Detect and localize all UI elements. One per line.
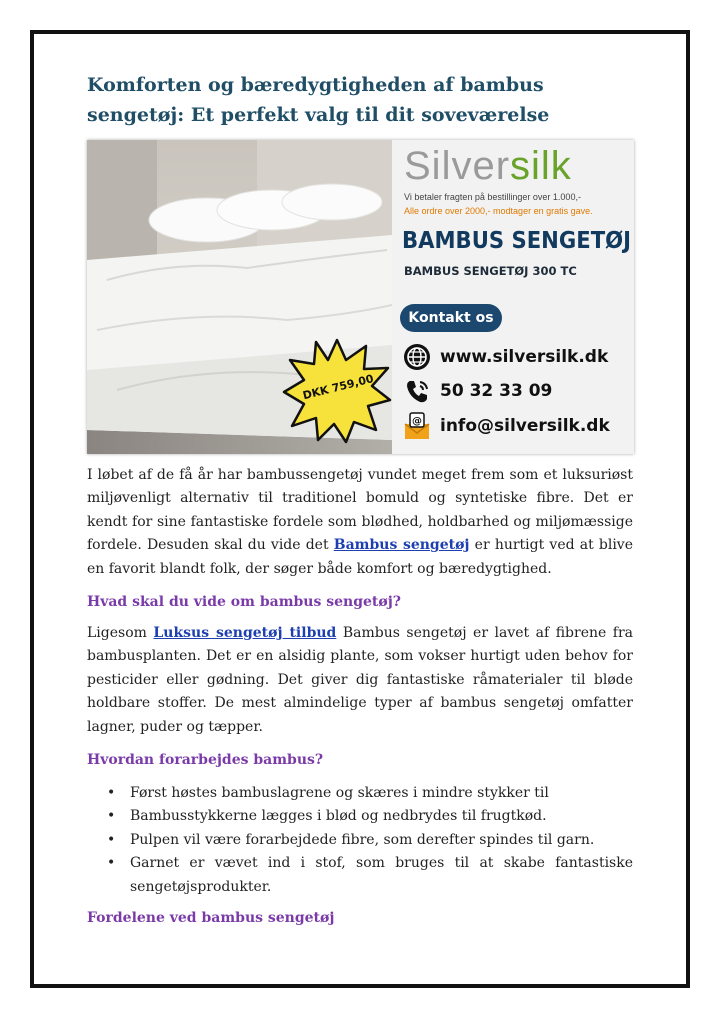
ad-subheading: BAMBUS SENGETØJ 300 TC: [404, 264, 577, 278]
section-heading-what-to-know: Hvad skal du vide om bambus sengetøj?: [87, 594, 401, 611]
price-label: DKK 759,00: [301, 372, 375, 403]
svg-text:@: @: [412, 416, 422, 427]
email-row[interactable]: [402, 411, 610, 441]
phone-row[interactable]: [402, 376, 552, 406]
contact-button[interactable]: Kontakt os: [400, 304, 502, 332]
brand-logo: Silversilk: [404, 144, 572, 188]
shipping-note: Vi betaler fragten på bestillinger over 1.000,-: [404, 192, 581, 202]
gift-note: Alle ordre over 2000,- modtager en gratis gave.: [404, 206, 593, 216]
phone-icon: [402, 376, 432, 406]
intro-paragraph: I løbet af de få år har bambussengetøj vundet meget frem som et luksuriøst miljøvenligt alternativ til traditionel bomuld og syntetiske fibre. Det er kendt for sine fantastiske fordele som blødhed, holdbarhed og miljømæssige fordele. Desuden skal du vide det Bambus sengetøj er hurtigt ved at blive en favorit blandt folk, der søger både komfort og bæredygtighed.: [87, 467, 633, 577]
globe-icon: [402, 342, 432, 372]
section-heading-benefits: Fordelene ved bambus sengetøj: [87, 910, 335, 927]
website-row[interactable]: [402, 342, 608, 372]
luksus-sengetoej-link[interactable]: Luksus sengetøj tilbud: [153, 625, 337, 642]
bambus-sengetoej-link[interactable]: Bambus sengetøj: [333, 537, 470, 554]
article-body: [87, 464, 633, 930]
ad-panel: [392, 140, 634, 454]
phone-text: 50 32 33 09: [440, 381, 553, 401]
website-text: www.silversilk.dk: [440, 347, 609, 367]
email-icon: [402, 411, 432, 441]
section1-paragraph: Ligesom Luksus sengetøj tilbud Bambus sengetøj er lavet af fibrene fra bambusplanten. Det er en alsidig plante, som vokser hurtigt uden behov for pesticider eller gødning. Det giver dig fantastiske råmaterialer til bløde holdbare stoffer. De mest almindelige typer af bambus sengetøj omfatter lagner, puder og tæpper.: [87, 625, 633, 735]
list-item: • Først høstes bambuslagrene og skæres i mindre stykker til: [87, 782, 633, 805]
list-item: • Bambusstykkerne lægges i blød og nedbrydes til frugtkød.: [87, 805, 633, 828]
email-text: info@silversilk.dk: [440, 416, 610, 436]
section-heading-processing: Hvordan forarbejdes bambus?: [87, 752, 324, 769]
processing-list: [87, 782, 633, 899]
page-title: Komforten og bæredygtigheden af bambus sengetøj: Et perfekt valg til dit soveværelse: [87, 74, 550, 126]
product-banner[interactable]: [87, 140, 634, 454]
price-burst: [282, 336, 392, 446]
list-item: • Garnet er vævet ind i stof, som bruges til at skabe fantastiske sengetøjsprodukter.: [87, 852, 633, 899]
list-item: • Pulpen vil være forarbejdede fibre, som derefter spindes til garn.: [87, 829, 633, 852]
ad-heading: BAMBUS SENGETØJ: [402, 228, 632, 254]
